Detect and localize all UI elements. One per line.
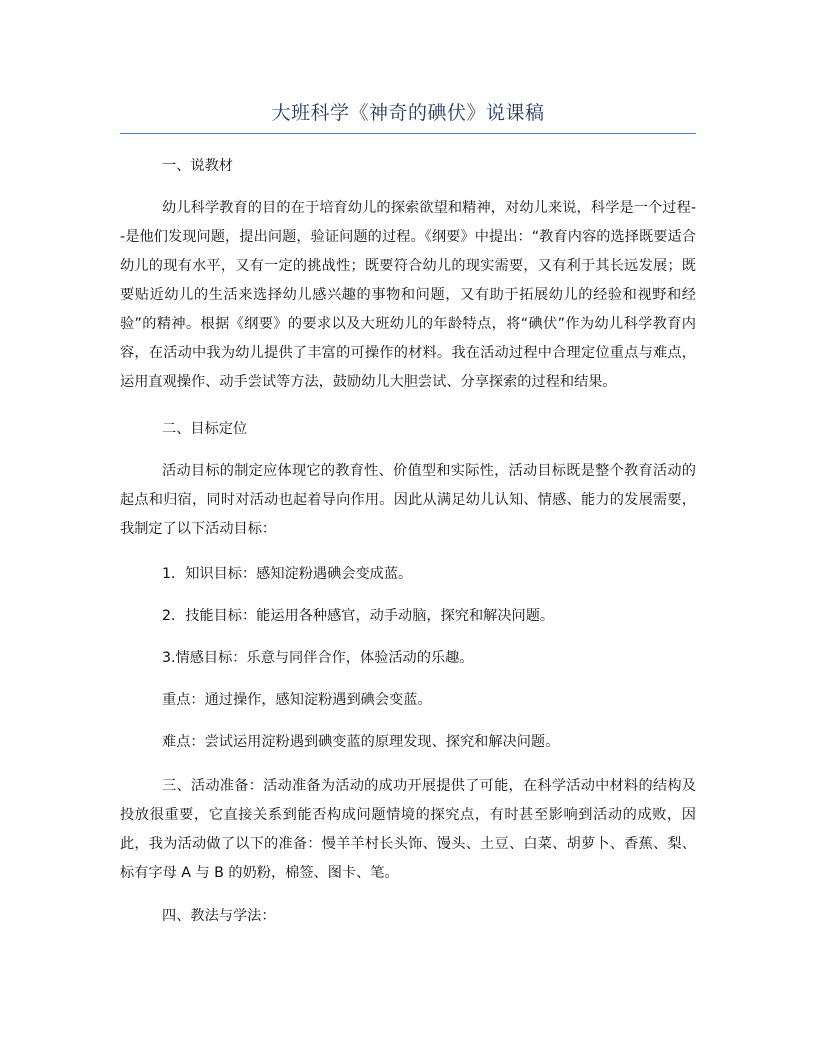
difficulty-point: 难点：尝试运用淀粉遇到碘变蓝的原理发现、探究和解决问题。 xyxy=(162,734,560,750)
key-point: 重点：通过操作，感知淀粉遇到碘会变蓝。 xyxy=(162,692,432,708)
paragraph-preparation: 三、活动准备：活动准备为活动的成功开展提供了可能，在科学活动中材料的结构及投放很重要，它直接关系到能否构成问题情境的探究点，有时甚至影响到活动的成败，因此，我为活动做了以下的准备：慢羊羊村长头饰、馒头、土豆、白菜、胡萝卜、香蕉、梨、标有字母 A 与 B 的奶粉，棉签、图卡、笔。 xyxy=(120,778,696,881)
goal-knowledge: 1．知识目标：感知淀粉遇碘会变成蓝。 xyxy=(162,566,413,582)
paragraph-teaching-material: 幼儿科学教育的目的在于培育幼儿的探索欲望和精神，对幼儿来说，科学是一个过程--是他们发现问题，提出问题，验证问题的过程。《纲要》中提出：“教育内容的选择既要适合幼儿的现有水平，又有一定的挑战性；既要符合幼儿的现实需要，又有利于其长远发展；既要贴近幼儿的生活来选择幼儿感兴趣的事物和问题，又有助于拓展幼儿的经验和视野和经验”的精神。根据《纲要》的要求以及大班幼儿的年龄特点，将“碘伏”作为幼儿科学教育内容，在活动中我为幼儿提供了丰富的可操作的材料。我在活动过程中合理定位重点与难点，运用直观操作、动手尝试等方法，鼓励幼儿大胆尝试、分享探索的过程和结果。 xyxy=(120,200,696,390)
goal-emotion: 3.情感目标：乐意与同伴合作，体验活动的乐趣。 xyxy=(162,650,474,666)
document-title: 大班科学《神奇的碘伏》说课稿 xyxy=(271,102,545,124)
section-heading-goals: 二、目标定位 xyxy=(162,421,248,437)
section-heading-methods: 四、教法与学法： xyxy=(162,908,276,924)
title-underline xyxy=(120,133,696,134)
document-body xyxy=(120,152,696,940)
goal-skill: 2．技能目标：能运用各种感官，动手动脑，探究和解决问题。 xyxy=(162,608,555,624)
section-heading-teaching-material: 一、说教材 xyxy=(162,158,233,174)
paragraph-goals: 活动目标的制定应体现它的教育性、价值型和实际性，活动目标既是整个教育活动的起点和归宿，同时对活动也起着导向作用。因此从满足幼儿认知、情感、能力的发展需要，我制定了以下活动目标： xyxy=(120,463,696,537)
